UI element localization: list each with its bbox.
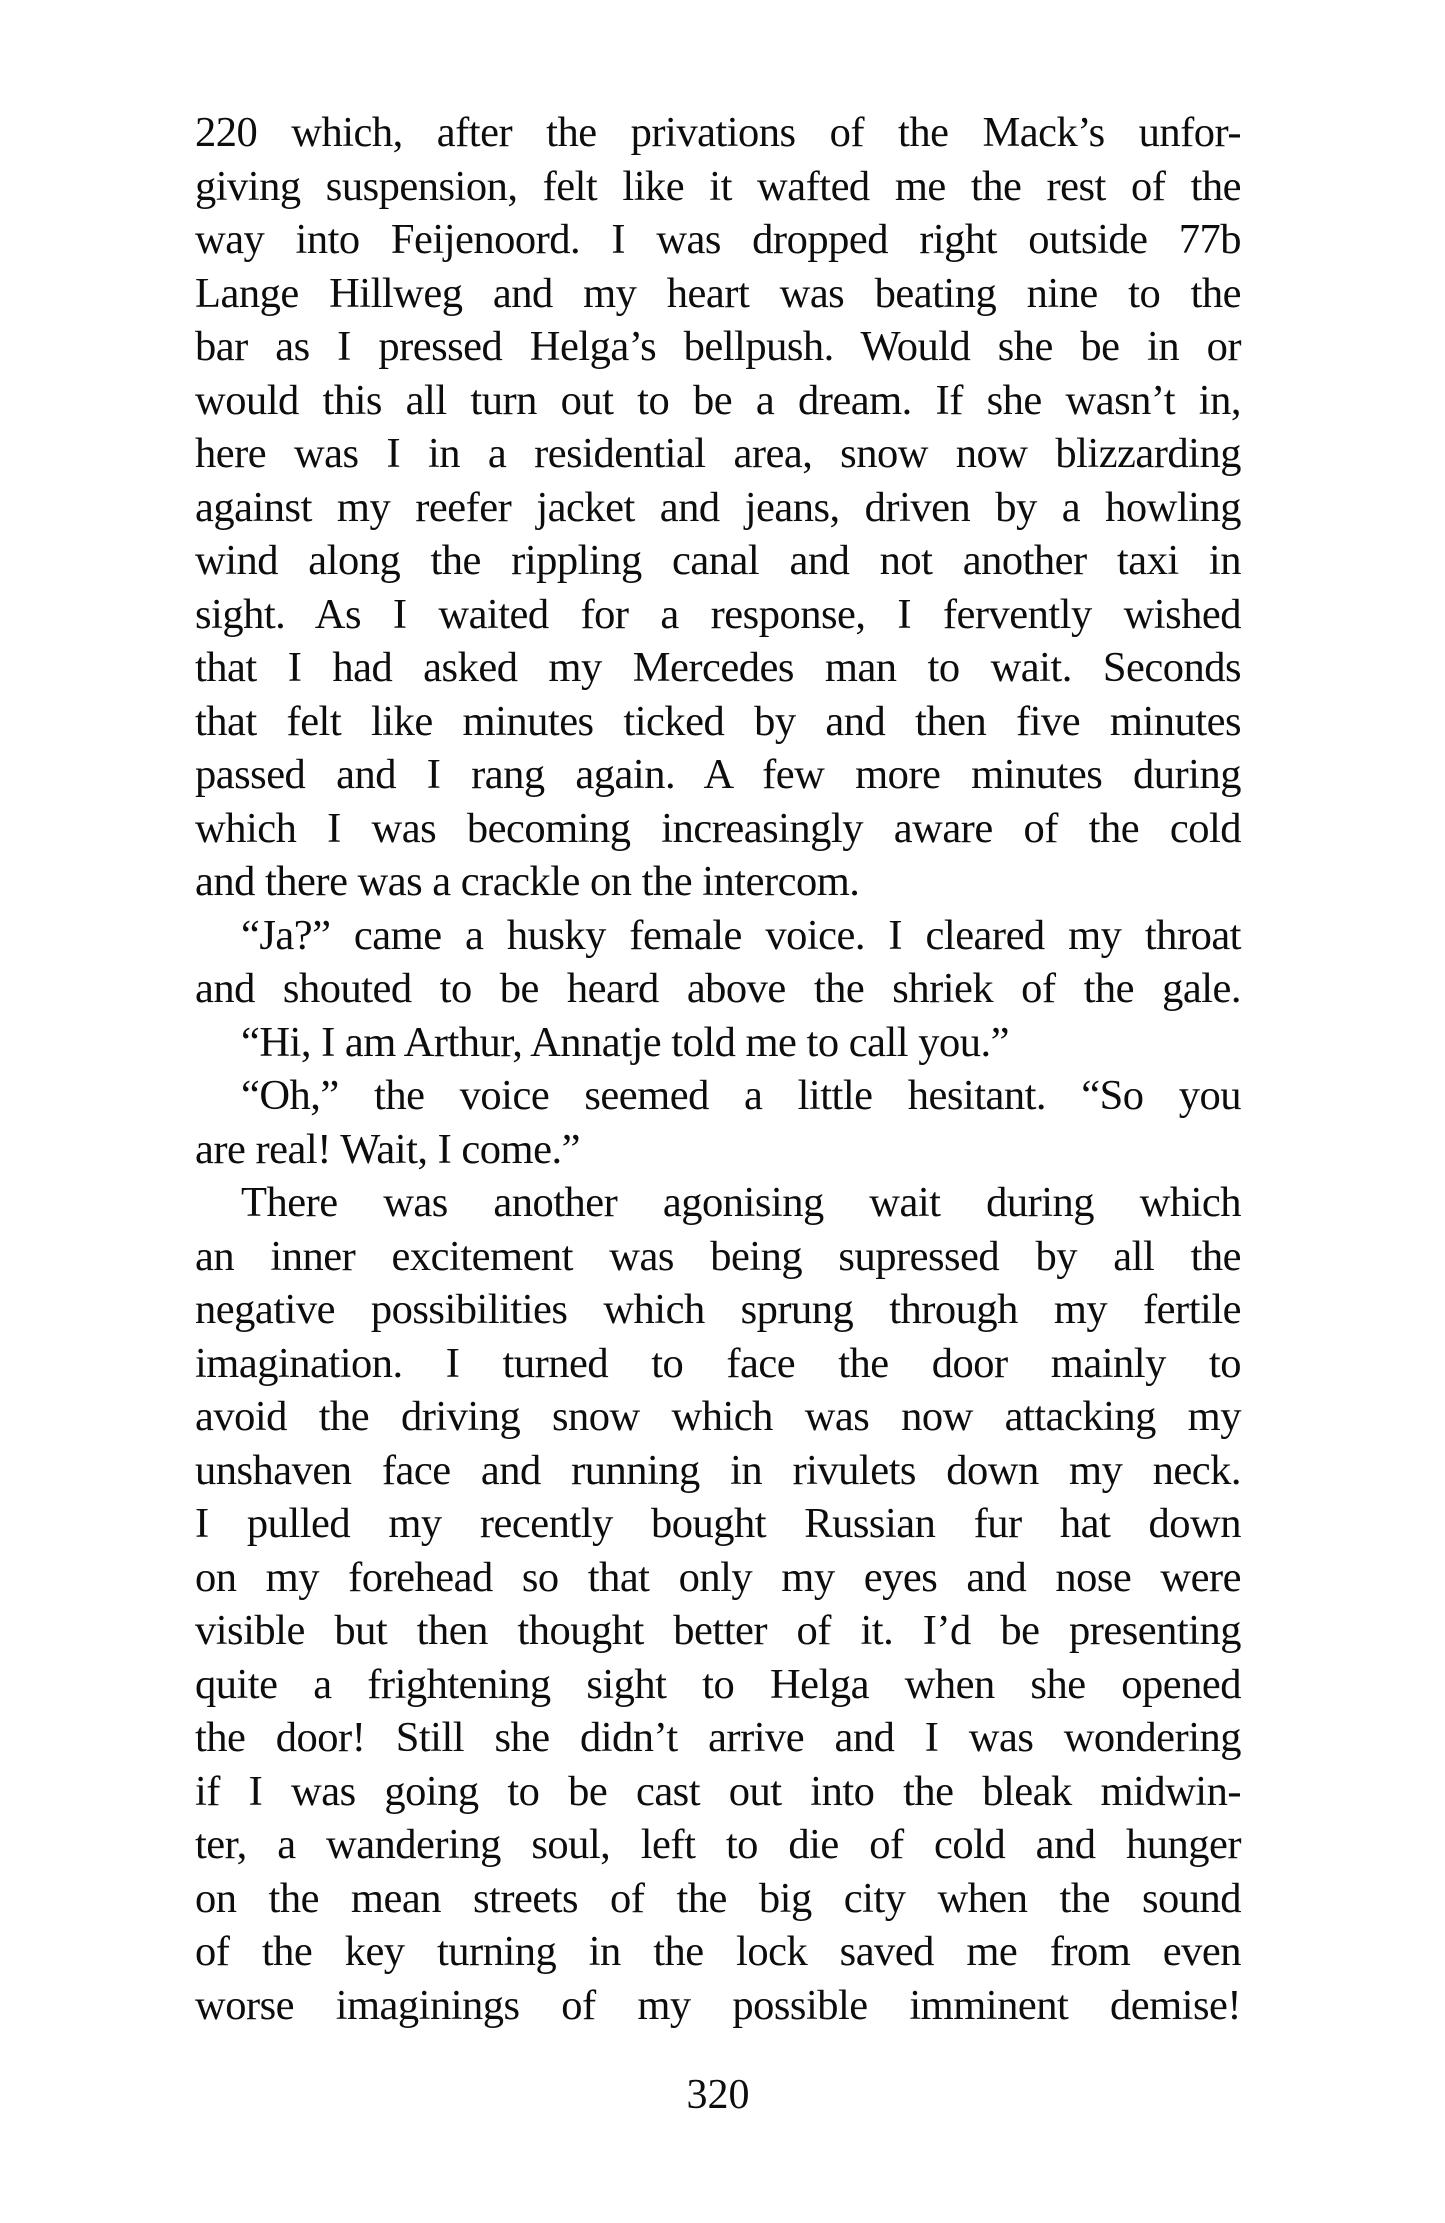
page-text	[195, 106, 1241, 2032]
text-line: negative possibilities which sprung through my fertile	[195, 1286, 1241, 1333]
text-line: imagination. I turned to face the door mainly to	[195, 1339, 1241, 1387]
text-line: against my reefer jacket and jeans, driven by a howling	[195, 483, 1241, 531]
text-line: the door! Still she didn’t arrive and I was wondering	[195, 1714, 1241, 1761]
text-line: I pulled my recently bought Russian fur hat down	[195, 1500, 1241, 1547]
text-line: an inner excitement was being supressed by all the	[195, 1232, 1241, 1280]
text-line: of the key turning in the lock saved me from even	[195, 1928, 1241, 1975]
text-line: wind along the rippling canal and not another taxi in	[195, 537, 1241, 584]
text-line: bar as I pressed Helga’s bellpush. Would she be in or	[195, 323, 1241, 370]
text-line: passed and I rang again. A few more minutes during	[195, 751, 1241, 798]
text-line: here was I in a residential area, snow now blizzarding	[195, 430, 1241, 477]
text-line: worse imaginings of my possible imminent demise!	[195, 1981, 1241, 2029]
text-line: and there was a crackle on the intercom.	[195, 858, 860, 905]
page-number: 320	[686, 2072, 750, 2118]
text-line: on my forehead so that only my eyes and nose were	[195, 1553, 1241, 1601]
text-line: sight. As I waited for a response, I fervently wished	[195, 590, 1241, 638]
text-line: Lange Hillweg and my heart was beating nine to the	[195, 269, 1241, 317]
text-line: quite a frightening sight to Helga when she opened	[195, 1660, 1241, 1708]
text-line: visible but then thought better of it. I’d be presenting	[195, 1607, 1241, 1654]
text-line: which I was becoming increasingly aware of the cold	[195, 804, 1241, 852]
text-line: 220 which, after the privations of the Mack’s unfor-	[195, 109, 1241, 156]
text-line: avoid the driving snow which was now attacking my	[195, 1393, 1241, 1440]
text-line: “Oh,” the voice seemed a little hesitant. “So you	[241, 1072, 1241, 1119]
text-line: that felt like minutes ticked by and then five minutes	[195, 697, 1241, 745]
text-line: would this all turn out to be a dream. If she wasn’t in,	[195, 376, 1241, 424]
text-line: “Ja?” came a husky female voice. I cleared my throat	[241, 911, 1241, 959]
text-line: “Hi, I am Arthur, Annatje told me to call you.”	[241, 1018, 1009, 1066]
text-line: on the mean streets of the big city when the sound	[195, 1874, 1241, 1922]
text-line: if I was going to be cast out into the bleak midwin-	[195, 1767, 1241, 1815]
text-line: and shouted to be heard above the shriek of the gale.	[195, 965, 1241, 1012]
text-line: unshaven face and running in rivulets down my neck.	[195, 1446, 1241, 1494]
text-line: There was another agonising wait during which	[241, 1179, 1241, 1226]
text-line: that I had asked my Mercedes man to wait. Seconds	[195, 644, 1241, 691]
text-line: way into Feijenoord. I was dropped right outside 77b	[195, 216, 1241, 263]
text-line: are real! Wait, I come.”	[195, 1125, 580, 1173]
text-line: giving suspension, felt like it wafted me the rest of the	[195, 162, 1241, 210]
text-line: ter, a wandering soul, left to die of cold and hunger	[195, 1821, 1241, 1868]
